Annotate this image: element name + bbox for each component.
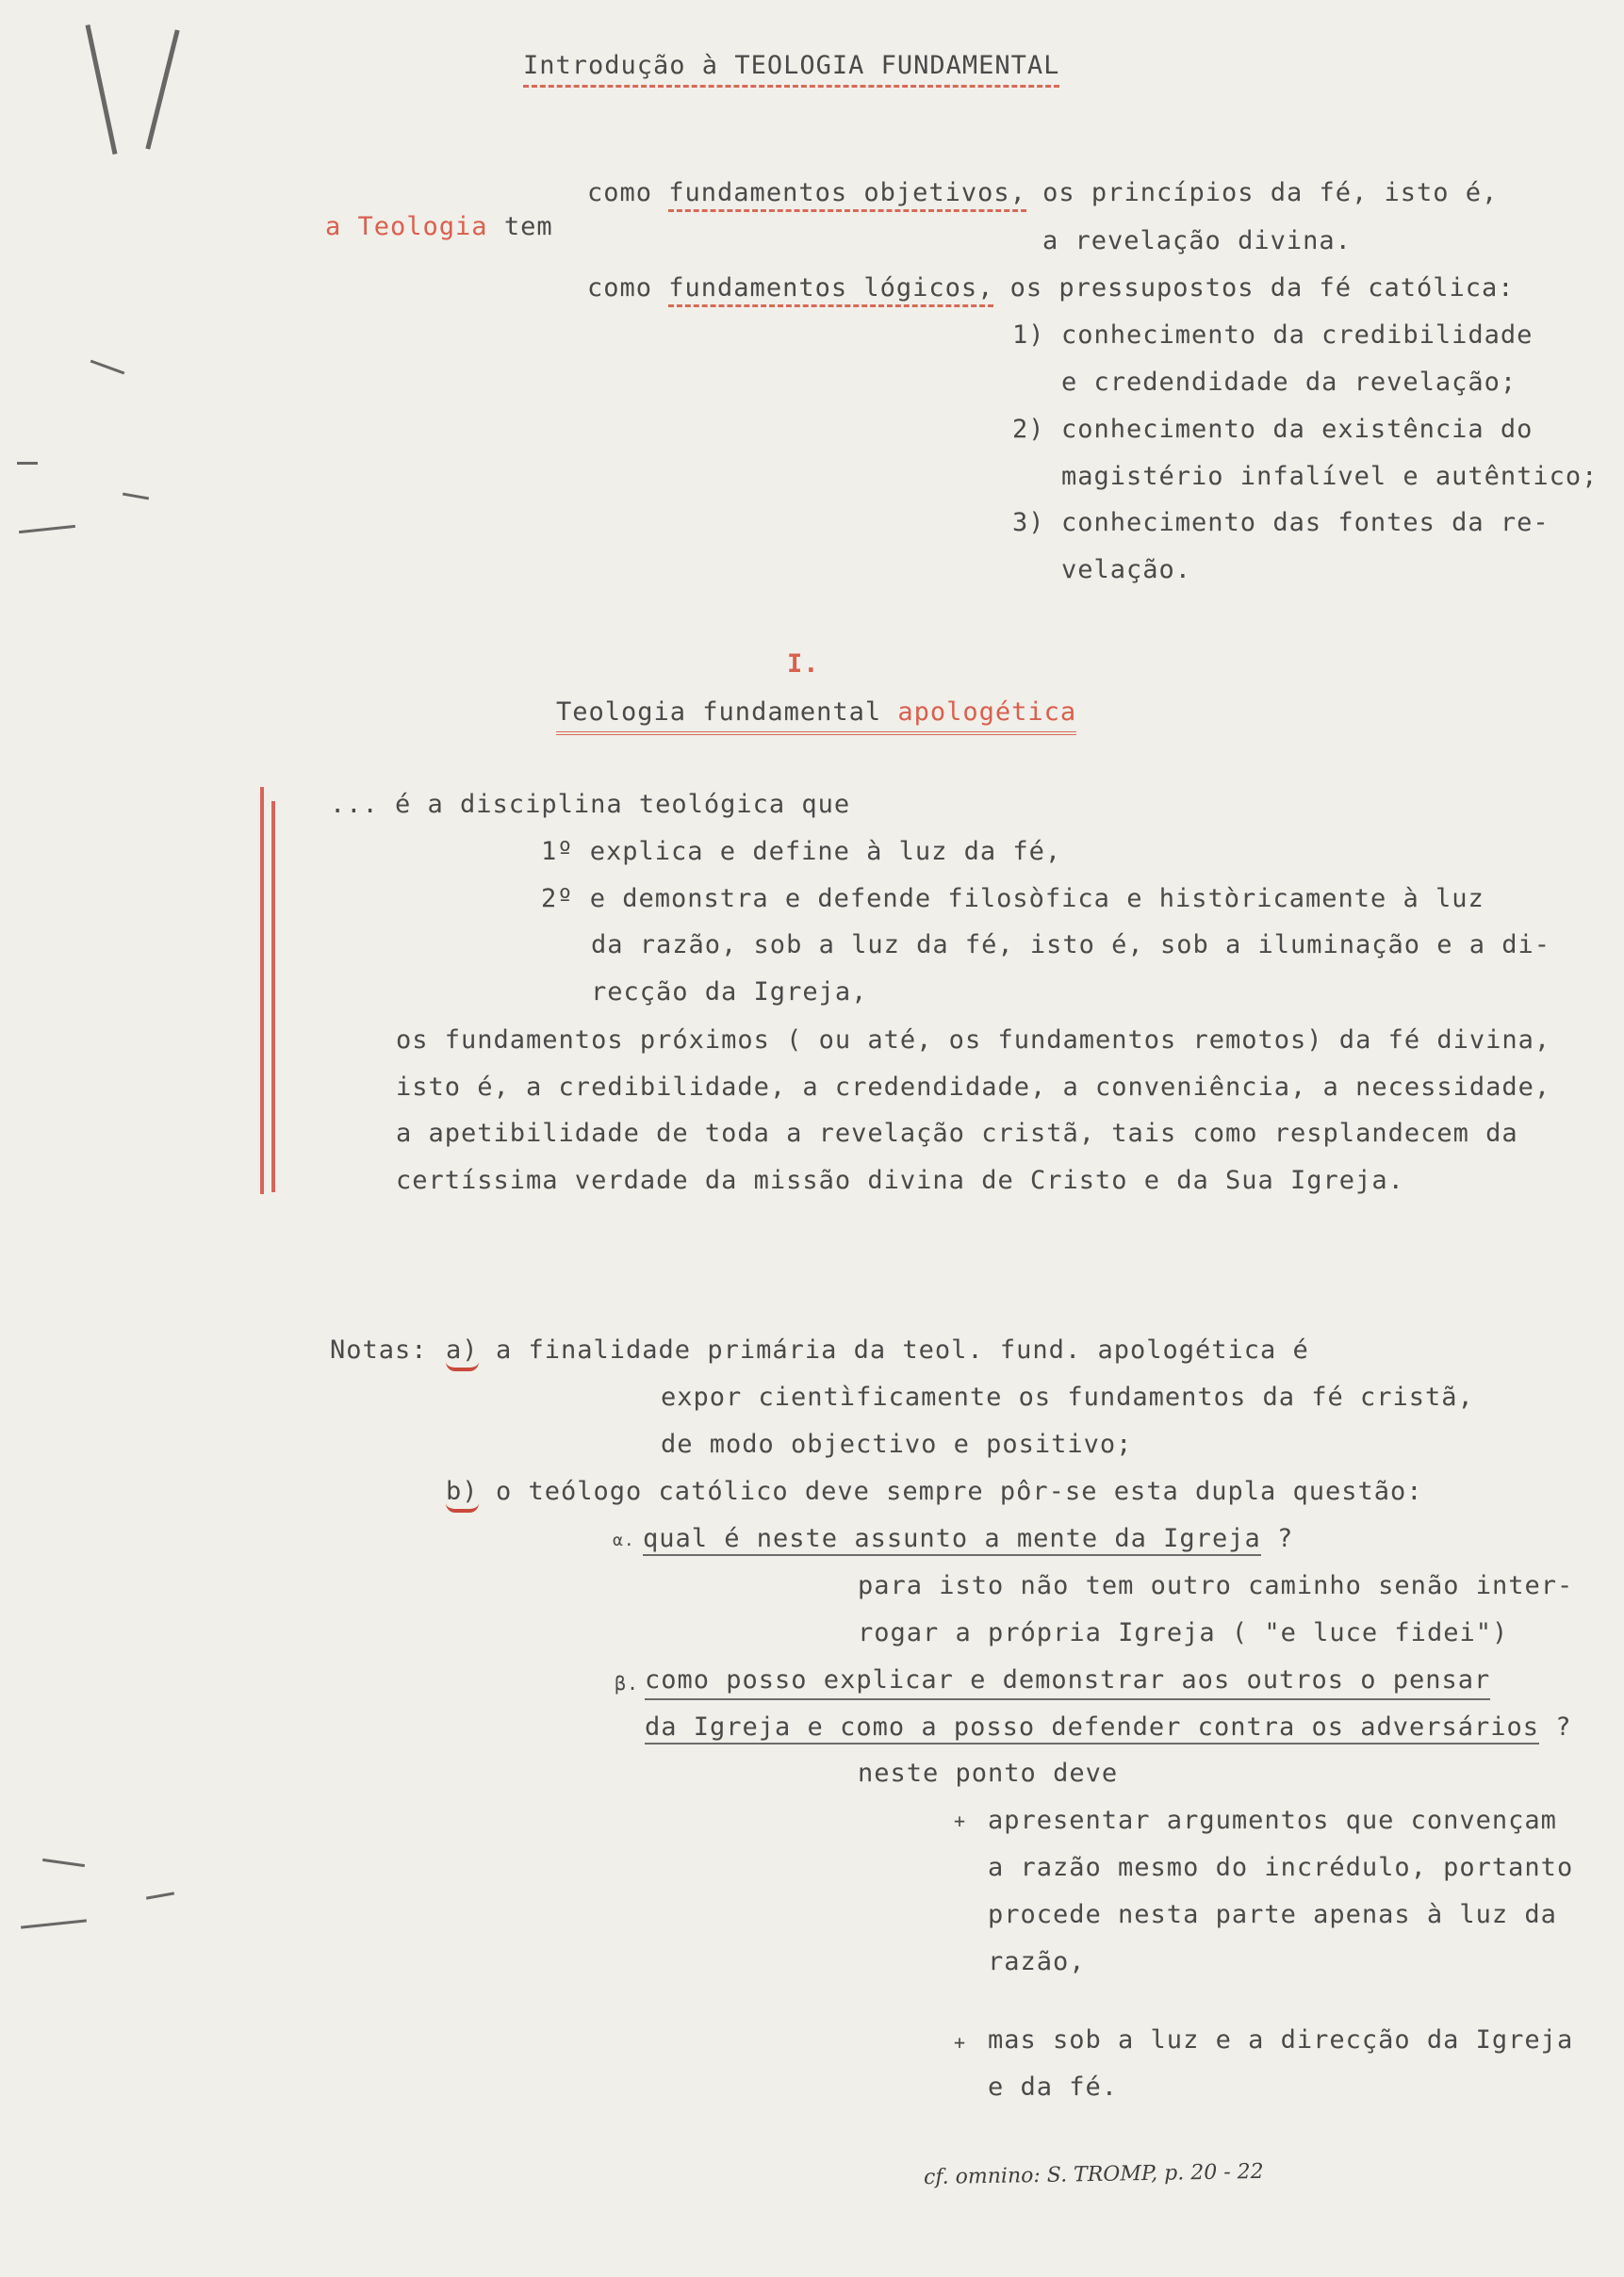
margin-highlight — [271, 801, 275, 1192]
intro-subject: a Teologia tem — [325, 212, 553, 241]
handwritten-reference: cf. omnino: S. TROMP, p. 20 - 22 — [923, 2159, 1264, 2190]
beta-question: como posso explicar e demonstrar aos outros o pensar — [645, 1663, 1490, 1700]
intro-line-logical: como fundamentos lógicos, os pressupostos da fé católica: — [587, 271, 1515, 305]
list-number: 2) — [1012, 415, 1045, 444]
note-line: a razão mesmo do incrédulo, portanto — [988, 1853, 1574, 1882]
bullet-marker: + — [954, 2031, 967, 2054]
intro-line-objective: como fundamentos objetivos, os princípios da fé, isto é, — [587, 176, 1498, 210]
margin-highlight — [260, 787, 264, 1194]
note-line: razão, — [988, 1947, 1086, 1976]
section-heading: Teologia fundamental apologética — [556, 696, 1076, 735]
binding-mark — [19, 525, 75, 533]
binding-mark — [42, 1859, 85, 1867]
list-item-line: magistério infalível e autêntico; — [1061, 462, 1599, 491]
staple-mark — [86, 25, 118, 155]
note-line: neste ponto deve — [858, 1759, 1119, 1788]
note-line: procede nesta parte apenas à luz da — [988, 1900, 1557, 1929]
notes-label: Notas: — [330, 1335, 428, 1365]
note-line: apresentar argumentos que convençam — [988, 1806, 1557, 1835]
list-item-line: e credendidade da revelação; — [1061, 368, 1517, 397]
staple-mark — [145, 29, 179, 149]
list-item-line: conhecimento das fontes da re- — [1061, 508, 1550, 537]
alpha-question: qual é neste assunto a mente da Igreja ? — [643, 1522, 1293, 1556]
binding-mark — [123, 493, 149, 500]
binding-mark — [146, 1892, 174, 1899]
note-line: para isto não tem outro caminho senão inter- — [858, 1571, 1574, 1600]
intro-line-revelation: a revelação divina. — [1042, 226, 1352, 255]
list-item-line: conhecimento da existência do — [1061, 415, 1534, 444]
note-line: o teólogo católico deve sempre pôr-se esta dupla questão: — [496, 1477, 1423, 1506]
note-a-letter: a) — [446, 1334, 479, 1371]
list-number: 1) — [1012, 320, 1045, 350]
definition-line: 2º e demonstra e defende filosòfica e històricamente à luz — [541, 884, 1485, 913]
definition-line: certíssima verdade da missão divina de Cristo e da Sua Igreja. — [396, 1166, 1404, 1195]
definition-line: isto é, a credibilidade, a credendidade, a conveniência, a necessidade, — [396, 1073, 1551, 1102]
alpha-marker: α. — [613, 1531, 635, 1550]
definition-line: os fundamentos próximos ( ou até, os fundamentos remotos) da fé divina, — [396, 1025, 1551, 1055]
definition-line: ... é a disciplina teológica que — [330, 790, 851, 819]
list-item-line: conhecimento da credibilidade — [1061, 320, 1534, 350]
definition-line: a apetibilidade de toda a revelação cristã, tais como resplandecem da — [396, 1119, 1518, 1148]
beta-marker: β. — [615, 1672, 640, 1695]
note-line: a finalidade primária da teol. fund. apologética é — [496, 1335, 1309, 1365]
note-line: rogar a própria Igreja ( "e luce fidei") — [858, 1618, 1509, 1647]
bullet-marker: + — [954, 1810, 967, 1832]
note-line: mas sob a luz e a direcção da Igreja — [988, 2025, 1574, 2055]
note-line: e da fé. — [988, 2072, 1119, 2102]
beta-question-cont: da Igreja e como a posso defender contra os adversários ? — [645, 1711, 1572, 1745]
binding-mark — [17, 462, 38, 465]
binding-mark — [90, 360, 125, 375]
page-title: Introdução à TEOLOGIA FUNDAMENTAL — [523, 49, 1059, 88]
definition-line: recção da Igreja, — [591, 977, 868, 1007]
definition-line: 1º explica e define à luz da fé, — [541, 837, 1062, 866]
note-line: de modo objectivo e positivo; — [661, 1430, 1133, 1459]
definition-line: da razão, sob a luz da fé, isto é, sob a iluminação e a di- — [591, 930, 1551, 959]
list-item-line: velação. — [1061, 555, 1192, 584]
note-b-letter: b) — [446, 1475, 479, 1513]
binding-mark — [21, 1919, 87, 1928]
list-number: 3) — [1012, 508, 1045, 537]
note-line: expor cientìficamente os fundamentos da fé cristã, — [661, 1383, 1474, 1412]
section-numeral: I. — [787, 649, 820, 679]
